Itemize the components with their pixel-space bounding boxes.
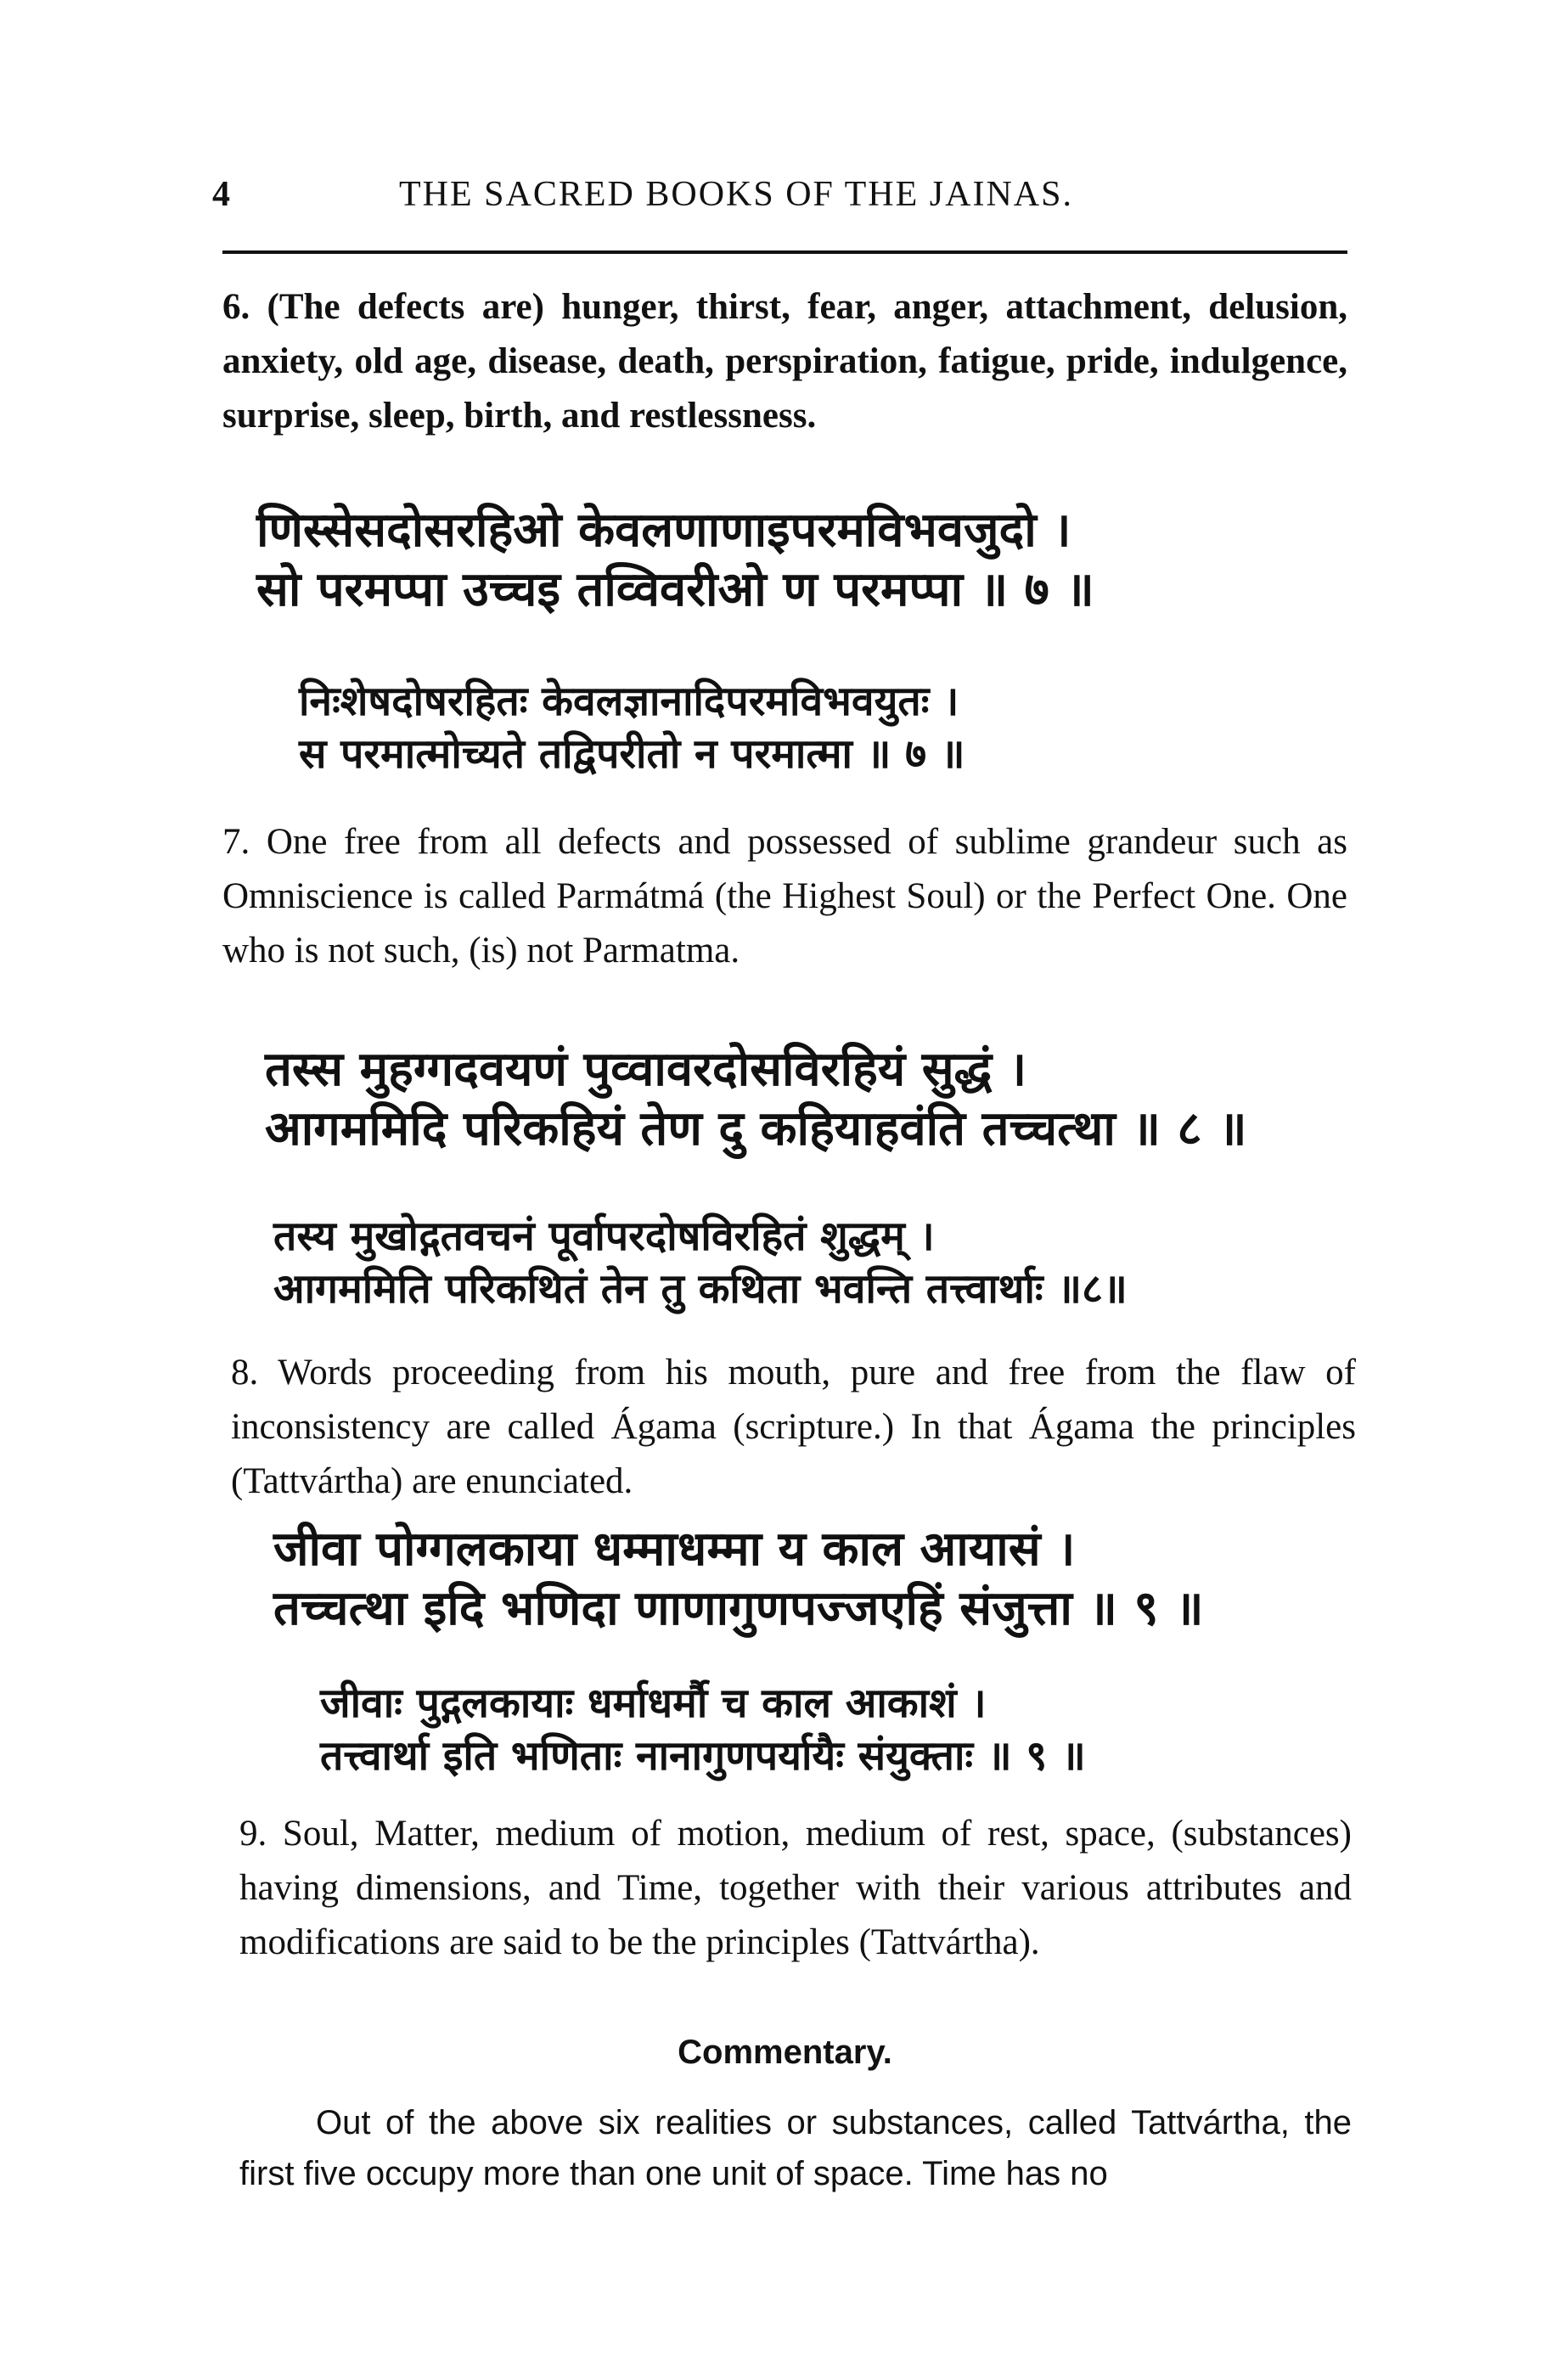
verse-line: णिस्सेसदोसरहिओ केवलणाणाइपरमविभवजुदो ।: [256, 503, 1071, 558]
verse-line: निःशेषदोषरहितः केवलज्ञानादिपरमविभवयुतः ।: [299, 678, 959, 725]
verse-8-prakrit: [222, 1040, 1390, 1159]
verse-9-prakrit: [222, 1520, 1398, 1639]
verse-8-sanskrit: [222, 1210, 1398, 1315]
running-title: THE SACRED BOOKS OF THE JAINAS.: [399, 175, 1073, 214]
translation-9: 9. Soul, Matter, medium of motion, medium of rest, space, (substances) having dimensions, and Time, together with their various attributes and modifications are said to be the principles (Tattvártha).: [239, 1814, 1352, 1962]
page-header: [212, 174, 1354, 225]
verse-line: जीवा पोग्गलकाया धम्माधम्मा य काल आयासं ।: [273, 1522, 1076, 1577]
translation-8: 8. Words proceeding from his mouth, pure and free from the flaw of inconsistency are called Ágama (scripture.) In that Ágama the principles (Tattvártha) are enunciated.: [231, 1353, 1356, 1501]
header-rule: [222, 250, 1347, 254]
verse-line: स परमात्मोच्यते तद्विपरीतो न परमात्मा ॥ ७ ॥: [299, 730, 965, 778]
page-number: 4: [212, 175, 230, 214]
verse-9-sanskrit: [222, 1677, 1445, 1782]
paragraph-6: 6. (The defects are) hunger, thirst, fear, anger, attachment, delusion, anxiety, old age, disease, death, perspiration, fatigue, pride, indulgence, surprise, sleep, birth, and restlessness.: [222, 287, 1347, 436]
verse-line: तत्त्वार्था इति भणिताः नानागुणपर्यायैः संयुक्ताः ॥ ९ ॥: [320, 1732, 1086, 1780]
verse-line: तस्य मुखोद्गतवचनं पूर्वापरदोषविरहितं शुद्धम् ।: [273, 1213, 935, 1260]
commentary-heading: Commentary.: [678, 2034, 892, 2071]
verse-line: आगममिति परिकथितं तेन तु कथिता भवन्ति तत्त्वार्थाः ॥८॥: [273, 1265, 1128, 1313]
verse-line: तच्चत्था इदि भणिदा णाणागुणपज्जएहिं संजुत्ता ॥ ९ ॥: [273, 1581, 1204, 1636]
verse-7-prakrit: [222, 501, 1381, 620]
translation-7: 7. One free from all defects and possessed of sublime grandeur such as Omniscience is called Parmátmá (the Highest Soul) or the Perfect One. One who is not such, (is) not Parmatma.: [222, 822, 1347, 971]
verse-line: जीवाः पुद्गलकायाः धर्माधर्मौ च काल आकाशं ।: [320, 1680, 987, 1727]
verse-line: आगममिदि परिकहियं तेण दु कहियाहवंति तच्चत्था ॥ ८ ॥: [265, 1101, 1247, 1156]
verse-line: तस्स मुहग्गदवयणं पुव्वावरदोसविरहियं सुद्धं ।: [265, 1042, 1027, 1097]
commentary-text: Out of the above six realities or substances, called Tattvártha, the first five occupy more than one unit of space. Time has no: [239, 2104, 1352, 2192]
verse-line: सो परमप्पा उच्चइ तव्विवरीओ ण परमप्पा ॥ ७ ॥: [256, 562, 1094, 617]
verse-7-sanskrit: [222, 675, 1424, 780]
